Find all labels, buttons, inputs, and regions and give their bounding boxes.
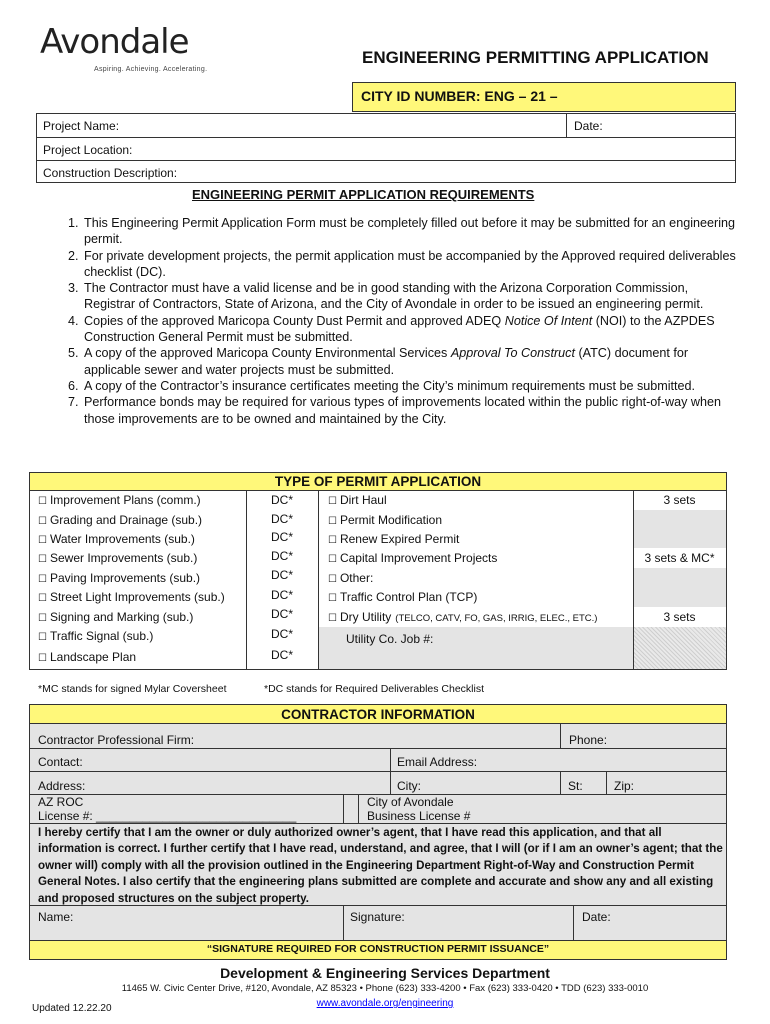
contractor-state-field[interactable]: St:: [568, 779, 583, 793]
project-name-field[interactable]: Project Name:: [43, 119, 120, 133]
checkbox-icon[interactable]: ☐: [38, 574, 47, 585]
contractor-phone-field[interactable]: Phone:: [569, 733, 608, 747]
mc-note: *MC stands for signed Mylar Coversheet: [38, 683, 227, 695]
signer-name-field[interactable]: Name:: [38, 910, 74, 924]
requirement-item: 2. For private development projects, the permit application must be accompanied by the Approved required deliverables checklist (DC).: [82, 248, 740, 281]
permit-option-right[interactable]: [328, 551, 497, 565]
checkbox-icon[interactable]: ☐: [328, 516, 337, 527]
permit-code: 3 sets: [663, 493, 696, 507]
logo-tagline: Aspiring. Achieving. Accelerating.: [94, 66, 208, 73]
city-id-number[interactable]: CITY ID NUMBER: ENG – 21 –: [352, 82, 736, 112]
permit-code: DC*: [270, 648, 293, 662]
permit-option-right[interactable]: [328, 532, 459, 546]
permit-option-label: Water Improvements (sub.): [49, 532, 195, 546]
permit-option-label: Traffic Signal (sub.): [49, 629, 154, 643]
permit-option-right[interactable]: [328, 513, 442, 527]
requirement-item: 3. The Contractor must have a valid license and be in good standing with the Arizona Corporation Commission, Registrar of Contractors, State of Arizona, and the City of Avondale in order to be issued an engineering permit.: [82, 280, 740, 313]
checkbox-icon[interactable]: ☐: [328, 613, 337, 624]
permit-option-label: Paving Improvements (sub.): [49, 571, 201, 585]
dc-note: *DC stands for Required Deliverables Checklist: [264, 683, 485, 695]
requirement-item: 7. Performance bonds may be required for various types of improvements located within the public right-of-way when those improvements are to be owned and maintained by the City.: [82, 394, 740, 427]
footer-department: Development & Engineering Services Department: [220, 965, 550, 981]
permit-option-label: Dry Utility: [339, 610, 392, 624]
coa-label: City of Avondale: [367, 795, 454, 809]
checkbox-icon[interactable]: ☐: [38, 496, 47, 507]
requirement-item: 5. A copy of the approved Maricopa County Environmental Services Approval To Construct (ATC) document for applicable sewer and water projects must be submitted.: [82, 345, 740, 378]
permit-option-left[interactable]: [38, 532, 195, 546]
checkbox-icon[interactable]: ☐: [328, 535, 337, 546]
certification-statement: I hereby certify that I am the owner or duly authorized owner’s agent, that I have read this application, and that all information is correct. I further certify that I have read, understand, and agree, that I will (or if I am an owner’s agent; that the owner will) comply with all the provision outlined in the Engineering Department Right-of-Way and Construction Permit General Notes. I also certify that the engineering plans submitted are complete and accurate and show any and all existing and proposed structures on the subject property.: [38, 826, 723, 905]
contractor-header: CONTRACTOR INFORMATION: [29, 704, 727, 724]
permit-option-left[interactable]: [38, 571, 200, 585]
checkbox-icon[interactable]: ☐: [38, 516, 47, 527]
checkbox-icon[interactable]: ☐: [328, 554, 337, 565]
permit-code: DC*: [270, 607, 293, 621]
license-field[interactable]: License #: ______________________________: [38, 809, 297, 823]
permit-option-label: Improvement Plans (comm.): [49, 493, 201, 507]
permit-option-right[interactable]: [328, 610, 597, 624]
permit-option-label: Dirt Haul: [339, 493, 387, 507]
permit-code: DC*: [270, 568, 293, 582]
permit-option-label: Sewer Improvements (sub.): [49, 551, 198, 565]
contractor-contact-field[interactable]: Contact:: [38, 755, 83, 769]
permit-option-label: Signing and Marking (sub.): [49, 610, 194, 624]
contractor-firm-field[interactable]: Contractor Professional Firm:: [38, 733, 195, 747]
project-date-field[interactable]: Date:: [574, 119, 603, 133]
permit-option-label: Grading and Drainage (sub.): [49, 513, 203, 527]
permit-code: 3 sets: [663, 610, 696, 624]
requirement-item: 1. This Engineering Permit Application Form must be completely filled out before it may be submitted for an engineering permit.: [82, 215, 740, 248]
signature-required-note: “SIGNATURE REQUIRED FOR CONSTRUCTION PERMIT ISSUANCE”: [206, 943, 550, 955]
checkbox-icon[interactable]: ☐: [328, 574, 337, 585]
permit-code: 3 sets & MC*: [644, 551, 715, 565]
contractor-email-field[interactable]: Email Address:: [397, 755, 478, 769]
permit-option-label: Street Light Improvements (sub.): [49, 590, 225, 604]
permit-option-left[interactable]: [38, 551, 197, 565]
page-title: ENGINEERING PERMITTING APPLICATION: [362, 48, 709, 67]
checkbox-icon[interactable]: ☐: [38, 593, 47, 604]
permit-code: DC*: [270, 493, 293, 507]
permit-option-left[interactable]: [38, 493, 201, 507]
permit-option-left[interactable]: [38, 650, 136, 664]
permit-code: DC*: [270, 627, 293, 641]
permit-code: DC*: [270, 549, 293, 563]
permit-code: DC*: [270, 512, 293, 526]
az-roc-label: AZ ROC: [38, 795, 84, 809]
permit-option-label: Traffic Control Plan (TCP): [339, 590, 478, 604]
checkbox-icon[interactable]: ☐: [38, 653, 47, 664]
checkbox-icon[interactable]: ☐: [38, 632, 47, 643]
requirements-list: [60, 215, 740, 427]
updated-date: Updated 12.22.20: [32, 1003, 112, 1014]
contractor-address-field[interactable]: Address:: [38, 779, 86, 793]
requirement-item: 4. Copies of the approved Maricopa County Dust Permit and approved ADEQ Notice Of Intent (NOI) to the AZPDES Construction General Permit must be submitted.: [82, 313, 740, 346]
permit-option-left[interactable]: [38, 610, 193, 624]
logo-text: Avondale: [40, 22, 189, 62]
business-license-field[interactable]: Business License #: [367, 809, 471, 823]
contractor-city-field[interactable]: City:: [397, 779, 421, 793]
construction-description-field[interactable]: Construction Description:: [43, 166, 178, 180]
permit-option-label: Capital Improvement Projects: [339, 551, 498, 565]
signature-date-field[interactable]: Date:: [582, 910, 611, 924]
checkbox-icon[interactable]: ☐: [328, 593, 337, 604]
permit-option-label: Landscape Plan: [49, 650, 137, 664]
permit-option-right[interactable]: [328, 571, 373, 585]
contractor-zip-field[interactable]: Zip:: [614, 779, 635, 793]
permit-option-left[interactable]: [38, 629, 153, 643]
checkbox-icon[interactable]: ☐: [38, 554, 47, 565]
permit-option-label: Renew Expired Permit: [339, 532, 460, 546]
requirements-title: ENGINEERING PERMIT APPLICATION REQUIREMENTS: [192, 187, 535, 202]
permit-option-right[interactable]: [328, 590, 477, 604]
footer-address: 11465 W. Civic Center Drive, #120, Avondale, AZ 85323 • Phone (623) 333-4200 • Fax (623) 333-0420 • TDD (623) 333-0010: [121, 983, 649, 994]
project-location-field[interactable]: Project Location:: [43, 143, 133, 157]
permit-type-header: TYPE OF PERMIT APPLICATION: [29, 472, 727, 491]
permit-option-detail: (TELCO, CATV, FO, GAS, IRRIG, ELEC., ETC.): [395, 613, 598, 624]
permit-code: DC*: [270, 588, 293, 602]
permit-option-left[interactable]: [38, 590, 225, 604]
permit-option-label: Permit Modification: [339, 513, 443, 527]
checkbox-icon[interactable]: ☐: [38, 535, 47, 546]
utility-job-field[interactable]: Utility Co. Job #:: [346, 632, 434, 646]
footer-website-link[interactable]: www.avondale.org/engineering: [316, 998, 454, 1009]
logo: [40, 22, 189, 62]
requirement-item: 6. A copy of the Contractor’s insurance certificates meeting the City’s minimum requirements must be submitted.: [82, 378, 740, 394]
permit-option-label: Other:: [339, 571, 374, 585]
permit-option-left[interactable]: [38, 513, 202, 527]
signature-field[interactable]: Signature:: [350, 910, 405, 924]
checkbox-icon[interactable]: ☐: [38, 613, 47, 624]
permit-option-right[interactable]: [328, 493, 387, 507]
checkbox-icon[interactable]: ☐: [328, 496, 337, 507]
permit-code: DC*: [270, 530, 293, 544]
